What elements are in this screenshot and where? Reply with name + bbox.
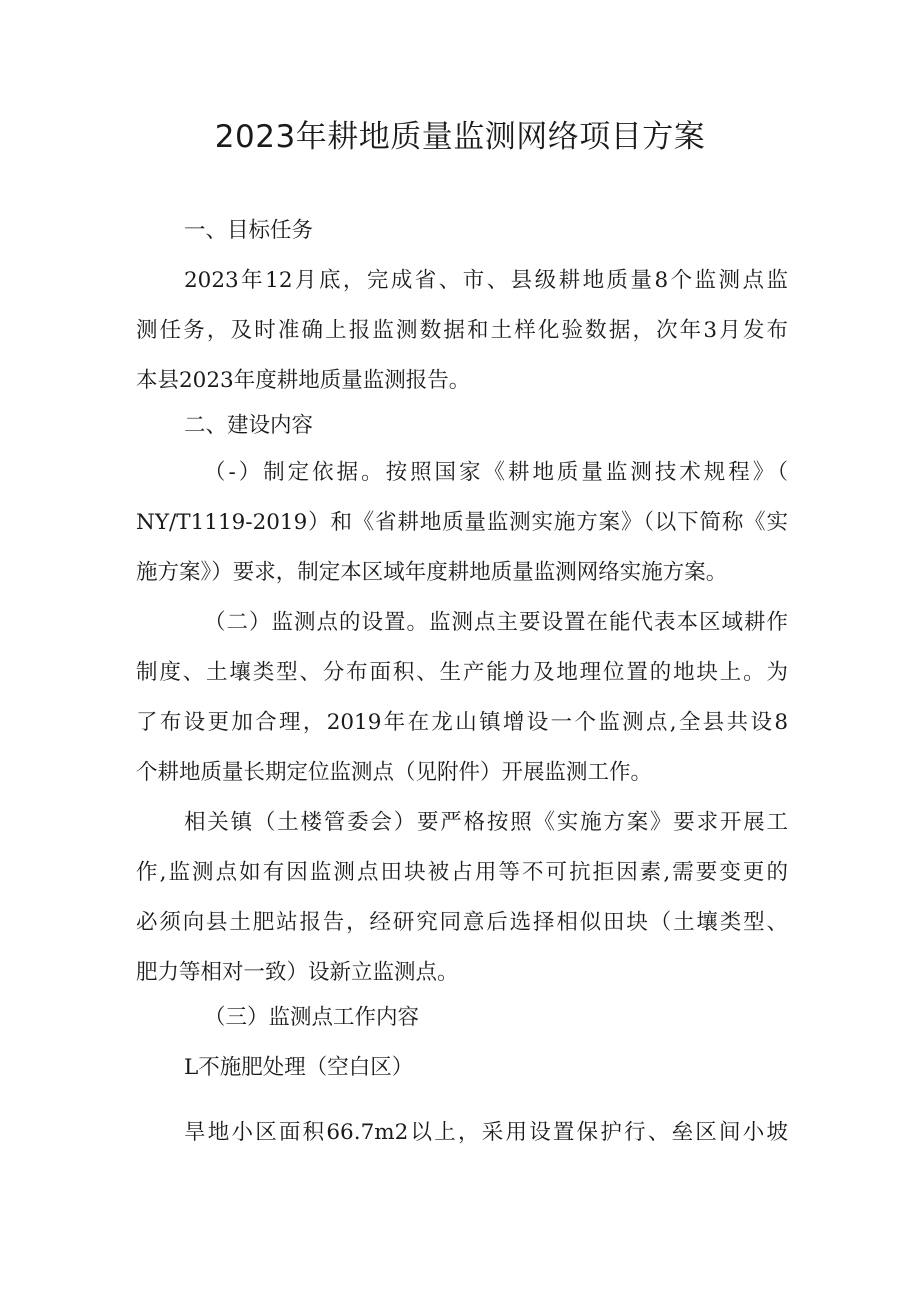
paragraph-line: 个耕地质量长期定位监测点（见附件）开展监测工作。 xyxy=(136,760,653,785)
paragraph-line: 肥力等相对一致）设新立监测点。 xyxy=(136,960,459,985)
paragraph-line: NY/T1119-2019）和《省耕地质量监测实施方案》（以下简称《实 xyxy=(136,510,788,535)
paragraph-line: 作,监测点如有因监测点田块被占用等不可抗拒因素,需要变更的 xyxy=(136,860,788,885)
paragraph-line: （二）监测点的设置。监测点主要设置在能代表本区域耕作 xyxy=(204,610,788,635)
paragraph-line: 2023年12月底，完成省、市、县级耕地质量8个监测点监 xyxy=(184,268,788,293)
paragraph-line: 旱地小区面积66.7m2以上，采用设置保护行、垒区间小坡 xyxy=(184,1120,788,1145)
paragraph-line: 制度、土壤类型、分布面积、生产能力及地理位置的地块上。为 xyxy=(136,660,788,685)
paragraph-line: （-）制定依据。按照国家《耕地质量监测技术规程》（ xyxy=(204,460,788,485)
section-heading-content: 二、建设内容 xyxy=(184,413,314,438)
list-item-heading: L不施肥处理（空白区） xyxy=(184,1055,414,1080)
paragraph-line: 了布设更加合理，2019年在龙山镇增设一个监测点,全县共设8 xyxy=(136,710,788,735)
paragraph-line: 必须向县土肥站报告，经研究同意后选择相似田块（土壤类型、 xyxy=(136,910,788,935)
paragraph-line: 测任务，及时准确上报监测数据和土样化验数据，次年3月发布 xyxy=(136,318,788,343)
section-heading-goals: 一、目标任务 xyxy=(184,218,314,243)
paragraph-line: 本县2023年度耕地质量监测报告。 xyxy=(136,368,471,393)
paragraph-line: 相关镇（土楼管委会）要严格按照《实施方案》要求开展工 xyxy=(184,810,788,835)
subsection-heading: （三）监测点工作内容 xyxy=(204,1005,420,1030)
paragraph-line: 施方案》）要求，制定本区域年度耕地质量监测网络实施方案。 xyxy=(136,560,728,585)
document-title: 2023年耕地质量监测网络项目方案 xyxy=(214,119,706,155)
